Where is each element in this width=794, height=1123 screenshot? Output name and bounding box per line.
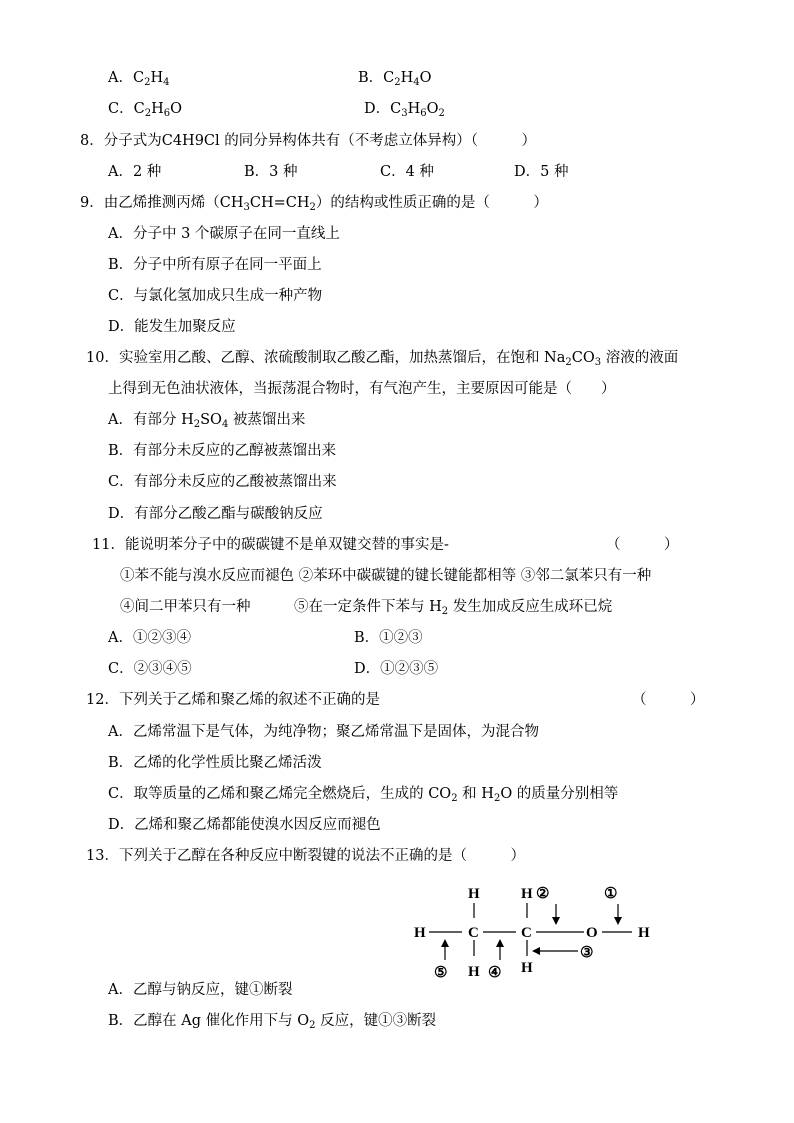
q11-option-a: A．①②③④ bbox=[108, 630, 191, 646]
q10-option-a: A．有部分 $H_2SO_4$ 被蒸馏出来 bbox=[108, 412, 306, 430]
arrow-2-head bbox=[552, 917, 560, 925]
q11-option-c: C．②③④⑤ bbox=[108, 661, 192, 677]
q7-option-d: D．$C_3H_6O_2$ bbox=[364, 101, 445, 119]
q11-facts-line1: ①苯不能与溴水反应而褪色 ②苯环中碳碳键的键长键能都相等 ③邻二氯苯只有一种 bbox=[120, 568, 652, 584]
atom-h-top-right: H bbox=[521, 886, 533, 902]
q8-option-b: B．3 种 bbox=[244, 164, 298, 180]
q10-stem-line2: 上得到无色油状液体，当振荡混合物时，有气泡产生，主要原因可能是（ ） bbox=[108, 381, 616, 397]
q12-option-c: C．取等质量的乙烯和聚乙烯完全燃烧后，生成的 $CO_2$ 和 $H_2O$ 的质量分别相等 bbox=[108, 786, 619, 804]
q12-option-a: A．乙烯常温下是气体，为纯净物；聚乙烯常温下是固体，为混合物 bbox=[108, 724, 539, 740]
q8-option-c: C．4 种 bbox=[380, 164, 434, 180]
atom-h-left: H bbox=[414, 925, 426, 941]
bond-label-3: ③ bbox=[580, 945, 594, 961]
atom-h-bottom-right: H bbox=[521, 960, 533, 976]
q11-option-d: D．①②③⑤ bbox=[354, 661, 439, 677]
q11-answer-bracket: （ ） bbox=[606, 537, 679, 553]
bond-label-4: ④ bbox=[488, 965, 502, 981]
arrow-4-head bbox=[496, 939, 504, 947]
q8-option-a: A．2 种 bbox=[108, 164, 162, 180]
q9-option-a: A．分子中 3 个碳原子在同一直线上 bbox=[108, 226, 340, 242]
arrow-3-head bbox=[532, 947, 540, 955]
q11-facts-line2: ④间二甲苯只有一种 ⑤在一定条件下苯与 $H_2$ 发生加成反应生成环已烷 bbox=[120, 599, 613, 617]
ethanol-structure-diagram bbox=[408, 876, 668, 986]
q8-stem: 8．分子式为C4H9Cl 的同分异构体共有（不考虑立体异构）（ ） bbox=[80, 133, 537, 149]
q7-option-a: A．$C_2H_4$ bbox=[108, 70, 170, 88]
atom-o: O bbox=[586, 925, 598, 941]
q13-option-b: B．乙醇在 Ag 催化作用下与 $O_2$ 反应，键①③断裂 bbox=[108, 1013, 437, 1031]
atom-c2: C bbox=[521, 925, 532, 941]
q11-option-b: B．①②③ bbox=[354, 630, 423, 646]
q10-stem-line1: 10．实验室用乙酸、乙醇、浓硫酸制取乙酸乙酯，加热蒸馏后，在饱和 $Na_2CO_3$ 溶液的液面 bbox=[86, 350, 679, 368]
q12-option-b: B．乙烯的化学性质比聚乙烯活泼 bbox=[108, 755, 322, 771]
bond-label-2: ② bbox=[536, 886, 550, 902]
q12-answer-bracket: （ ） bbox=[632, 692, 705, 708]
q9-option-c: C．与氯化氢加成只生成一种产物 bbox=[108, 288, 323, 304]
q9-option-d: D．能发生加聚反应 bbox=[108, 319, 236, 335]
q12-option-d: D．乙烯和聚乙烯都能使溴水因反应而褪色 bbox=[108, 817, 381, 833]
atom-h-top-left: H bbox=[468, 886, 480, 902]
q12-stem: 12．下列关于乙烯和聚乙烯的叙述不正确的是 bbox=[86, 692, 380, 708]
q10-option-d: D．有部分乙酸乙酯与碳酸钠反应 bbox=[108, 506, 323, 522]
q9-option-b: B．分子中所有原子在同一平面上 bbox=[108, 257, 322, 273]
q13-stem: 13．下列关于乙醇在各种反应中断裂键的说法不正确的是（ ） bbox=[86, 848, 525, 864]
atom-h-right: H bbox=[638, 925, 650, 941]
q8-option-d: D．5 种 bbox=[514, 164, 569, 180]
arrow-1-head bbox=[614, 917, 622, 925]
q13-option-a: A．乙醇与钠反应，键①断裂 bbox=[108, 982, 293, 998]
q7-option-c: C．$C_2H_6O$ bbox=[108, 101, 183, 119]
bond-label-1: ① bbox=[604, 886, 618, 902]
q10-option-c: C．有部分未反应的乙酸被蒸馏出来 bbox=[108, 474, 337, 490]
atom-c1: C bbox=[468, 925, 479, 941]
bond-label-5: ⑤ bbox=[434, 965, 448, 981]
q11-stem: 11．能说明苯分子中的碳碳键不是单双键交替的事实是- bbox=[92, 537, 449, 553]
q9-stem: 9．由乙烯推测丙烯$(CH_3CH=CH_2)$的结构或性质正确的是（ ） bbox=[80, 195, 548, 213]
arrow-5-head bbox=[441, 939, 449, 947]
atom-h-bottom-left: H bbox=[468, 964, 480, 980]
q10-option-b: B．有部分未反应的乙醇被蒸馏出来 bbox=[108, 443, 337, 459]
q7-option-b: B．$C_2H_4O$ bbox=[358, 70, 432, 88]
